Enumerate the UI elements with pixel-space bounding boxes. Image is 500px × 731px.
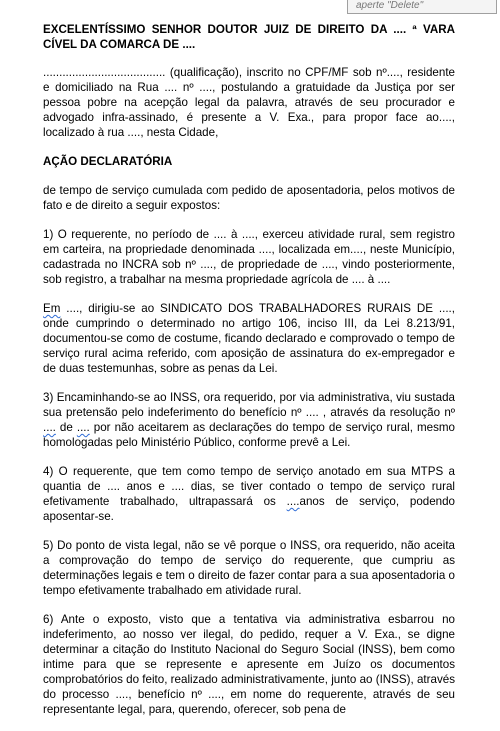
paragraph-4-text-a: 4) O requerente, que tem como tempo de serviço anotado em sua MTPS a quantia de .... anos e .... dias, se tiver contado o tempo de serviço rural efetivamente trabalhado, ultrapassará os	[43, 465, 455, 508]
paragraph-6: 6) Ante o exposto, visto que a tentativa via administrativa esbarrou no indeferimento, ao nosso ver ilegal, do pedido, requer a V. Exa., se digne determinar a citação do Instituto Nacional do Seguro Social (INSS), bem como intime para que se represente e apresente em Juízo os documentos comprobatórios do feito, realizado administrativamente, junto ao (INSS), através do processo ...., benefício nº ...., em nome do requerente, através de seu representante legal, para, querendo, oferecer, sob pena de	[43, 613, 455, 716]
spellcheck-word[interactable]: Em	[43, 302, 61, 315]
hint-tooltip-text: aperte "Delete"	[356, 0, 424, 11]
paragraph-3-text-c: por não aceitarem as declarações do tempo de serviço rural, mesmo homologadas pelo Ministério Público, conforme prevê a Lei.	[43, 421, 456, 449]
paragraph-4	[43, 464, 455, 524]
document-body[interactable]	[43, 22, 455, 731]
spellcheck-dots[interactable]: ....	[76, 421, 90, 434]
paragraph-5: 5) Do ponto de vista legal, não se vê porque o INSS, ora requerido, não aceita a comprovação do tempo de serviço do requerente, que cumpriu as determinações legais e tem o direito de fazer contar para a sua aposentadoria o tempo efetivamente trabalhado em atividade rural.	[43, 539, 455, 597]
action-title: AÇÃO DECLARATÓRIA	[43, 155, 173, 168]
spellcheck-dots[interactable]: ....	[286, 495, 300, 508]
paragraph-2	[43, 301, 455, 376]
paragraph-3	[43, 390, 455, 450]
paragraph-4-text-b: anos de serviço, podendo aposentar-se.	[43, 495, 456, 523]
petition-heading: EXCELENTÍSSIMO SENHOR DOUTOR JUIZ DE DIREITO DA .... ª VARA CÍVEL DA COMARCA DE ....	[43, 23, 455, 51]
hint-tooltip	[347, 0, 497, 14]
spellcheck-dots[interactable]: ....	[43, 421, 56, 434]
paragraph-0: de tempo de serviço cumulada com pedido de aposentadoria, pelos motivos de fato e de direito a seguir expostos:	[43, 184, 455, 212]
intro-paragraph: ...................................... (qualificação), inscrito no CPF/MF sob nº...., residente e domiciliado na Rua .... nº ...., postulando a gratuidade da Justiça por ser pessoa pobre na acepção legal da palavra, através de seu procurador e advogado infra-assinado, é presente a V. Exa., para propor face ao...., localizado à rua ...., nesta Cidade,	[43, 66, 455, 139]
paragraph-2-text: ...., dirigiu-se ao SINDICATO DOS TRABALHADORES RURAIS DE ...., onde cumprindo o determinado no artigo 106, inciso III, da Lei 8.213/91, documentou-se como de costume, ficando declarado e comprovado o tempo de serviço rural acima referido, com aposição de assinatura do ex-empregador e de duas testemunhas, sobre as penas da Lei.	[43, 302, 455, 375]
paragraph-3-text-a: 3) Encaminhando-se ao INSS, ora requerido, por via administrativa, viu sustada sua pretensão pelo indeferimento do benefício nº .... , através da resolução nº	[43, 391, 455, 419]
paragraph-1: 1) O requerente, no período de .... à ...., exerceu atividade rural, sem registro em carteira, na propriedade denominada ...., localizada em...., neste Município, cadastrada no INCRA sob nº ...., de propriedade de ...., vindo posteriormente, sob registro, a trabalhar na mesma propriedade agrícola de .... à ....	[43, 228, 455, 286]
paragraph-3-text-b: de	[55, 421, 77, 434]
